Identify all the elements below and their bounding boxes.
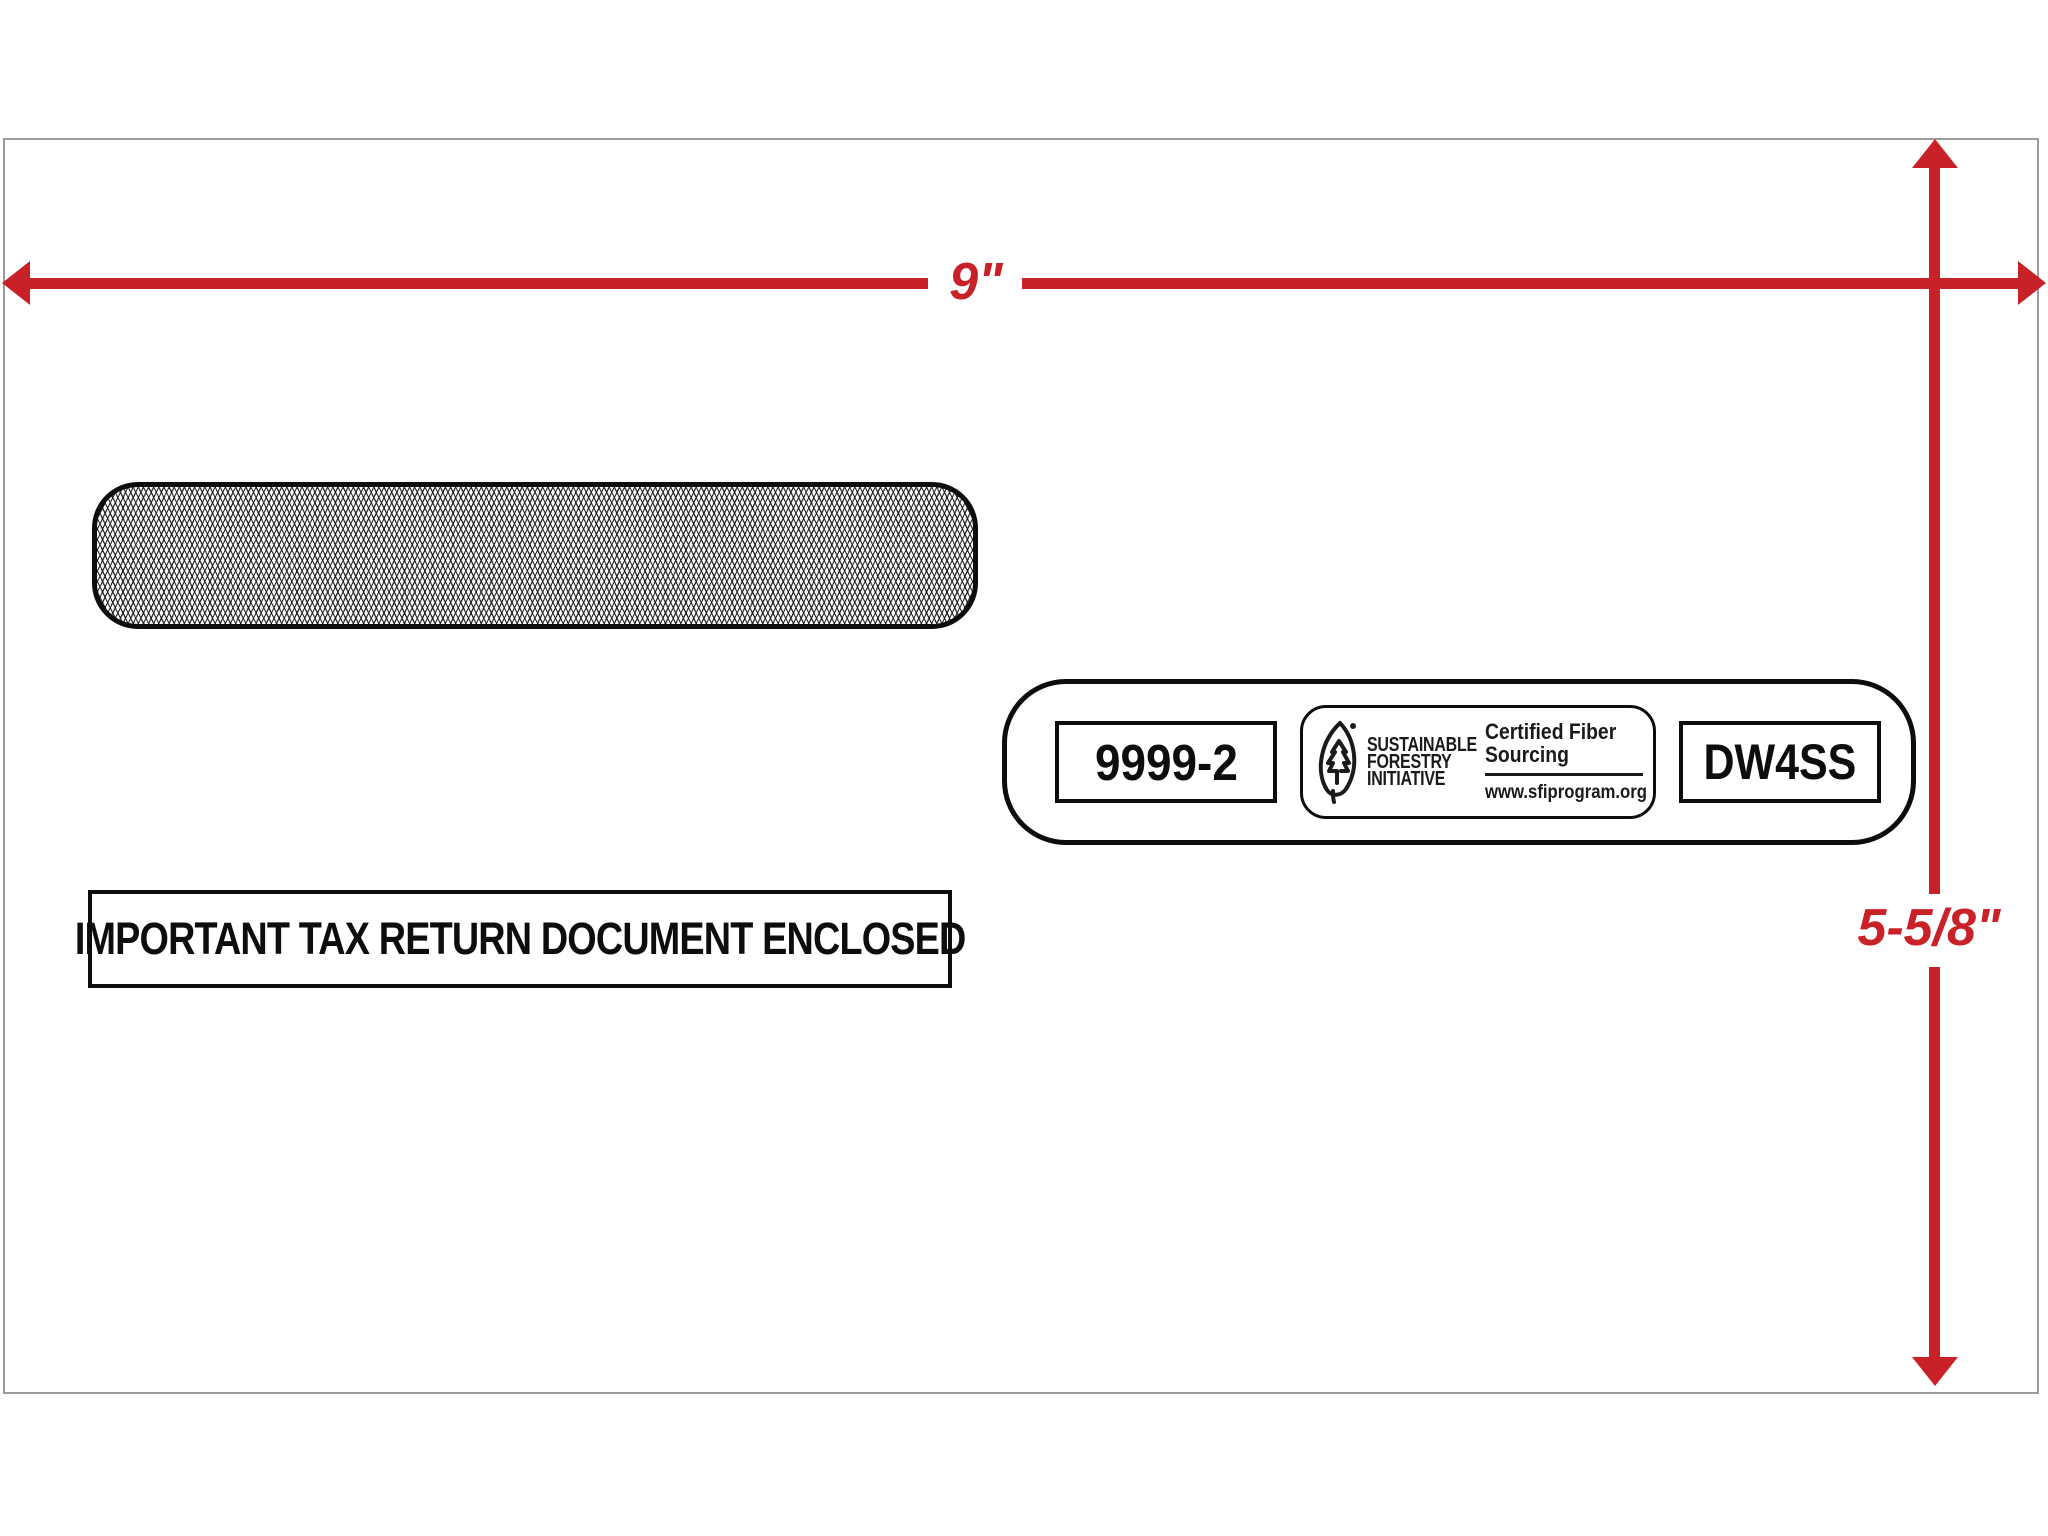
sfi-org-line: SUSTAINABLE: [1367, 733, 1477, 756]
sfi-divider-rule: [1485, 773, 1643, 776]
height-arrowhead-bottom: [1912, 1357, 1958, 1386]
width-dimension-label: 9": [949, 253, 1003, 311]
sfi-leaf-icon: [1315, 719, 1359, 805]
width-arrow-line-right: [1022, 278, 2018, 289]
width-arrowhead-right: [2018, 261, 2046, 305]
tax-notice-box: [74, 890, 966, 988]
form-number-box: [1055, 721, 1277, 803]
address-window: [92, 482, 978, 629]
sfi-org-line: INITIATIVE: [1367, 767, 1446, 790]
tax-notice-text: IMPORTANT TAX RETURN DOCUMENT ENCLOSED: [74, 913, 966, 964]
certification-badge: [1002, 679, 1916, 845]
sfi-org-line: FORESTRY: [1367, 750, 1452, 773]
sfi-certification-text: [1485, 720, 1669, 804]
sfi-certification-label: [1300, 705, 1656, 819]
sfi-cert-line2: Sourcing: [1485, 742, 1569, 767]
width-arrowhead-left: [2, 261, 30, 305]
product-code: DW4SS: [1703, 734, 1857, 790]
height-dimension-label: 5-5/8": [1857, 899, 2001, 957]
sfi-organization-name: [1367, 733, 1477, 790]
form-number: 9999-2: [1094, 733, 1238, 791]
sfi-website-url: www.sfiprogram.org: [1485, 782, 1647, 803]
sfi-cert-line1: Certified Fiber: [1485, 719, 1617, 744]
product-code-box: [1679, 721, 1881, 803]
width-arrow-line-left: [26, 278, 928, 289]
height-arrow-line-top: [1929, 167, 1940, 894]
height-arrowhead-top: [1912, 139, 1958, 168]
height-arrow-line-bottom: [1929, 967, 1940, 1357]
